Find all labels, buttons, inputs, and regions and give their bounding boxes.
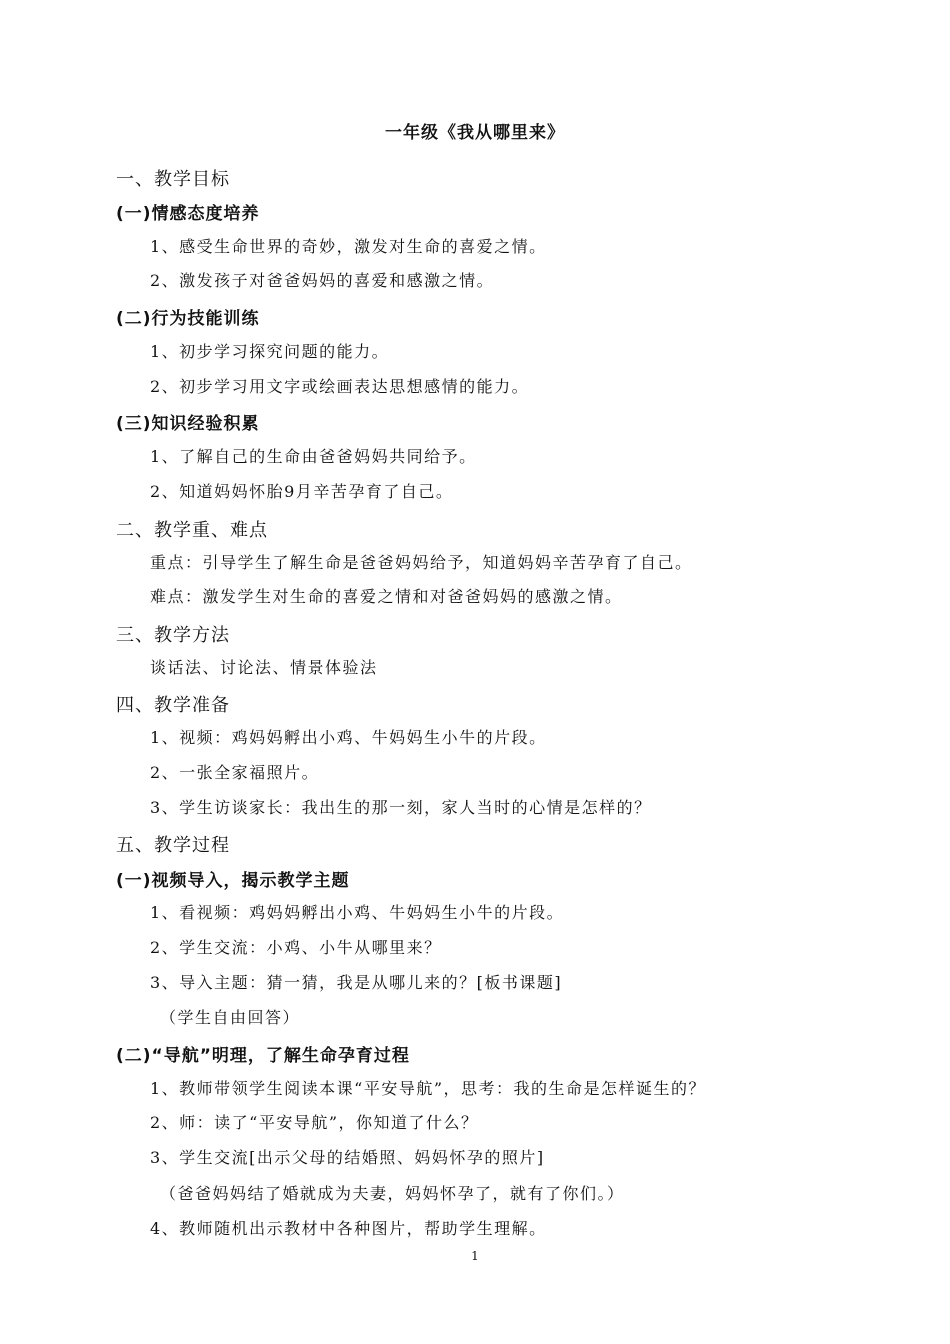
list-item: 1、看视频：鸡妈妈孵出小鸡、牛妈妈生小牛的片段。	[150, 903, 565, 922]
note-text: （学生自由回答）	[160, 1008, 301, 1027]
subsection-heading: (二)“导航”明理，了解生命孕育过程	[116, 1046, 410, 1066]
list-item: 2、一张全家福照片。	[150, 763, 320, 782]
list-item: 1、了解自己的生命由爸爸妈妈共同给予。	[150, 447, 477, 466]
subsection-heading: (三)知识经验积累	[116, 414, 260, 434]
subsection-heading: (二)行为技能训练	[116, 309, 260, 329]
section-heading: 二、教学重、难点	[116, 520, 268, 541]
list-item: 1、教师带领学生阅读本课“平安导航”，思考：我的生命是怎样诞生的？	[150, 1079, 707, 1098]
document-title: 一年级《我从哪里来》	[385, 123, 565, 143]
list-item: 谈话法、讨论法、情景体验法	[150, 658, 378, 677]
section-heading: 一、教学目标	[116, 169, 230, 190]
section-heading: 三、教学方法	[116, 625, 230, 646]
subsection-heading: (一)情感态度培养	[116, 204, 260, 224]
list-item: 2、知道妈妈怀胎9月辛苦孕育了自己。	[150, 482, 454, 501]
list-item: 1、初步学习探究问题的能力。	[150, 342, 390, 361]
list-item: 3、学生访谈家长：我出生的那一刻，家人当时的心情是怎样的？	[150, 798, 652, 817]
note-text: （爸爸妈妈结了婚就成为夫妻，妈妈怀孕了，就有了你们。）	[160, 1184, 625, 1203]
list-item: 难点：激发学生对生命的喜爱之情和对爸爸妈妈的感激之情。	[150, 587, 623, 606]
list-item: 4、教师随机出示教材中各种图片，帮助学生理解。	[150, 1219, 547, 1238]
list-item: 1、感受生命世界的奇妙，激发对生命的喜爱之情。	[150, 237, 547, 256]
list-item: 3、导入主题：猜一猜，我是从哪儿来的？[板书课题]	[150, 973, 563, 992]
list-item: 2、初步学习用文字或绘画表达思想感情的能力。	[150, 377, 530, 396]
list-item: 2、师：读了“平安导航”，你知道了什么？	[150, 1113, 479, 1132]
list-item: 2、学生交流：小鸡、小牛从哪里来？	[150, 938, 442, 957]
list-item: 3、学生交流[出示父母的结婚照、妈妈怀孕的照片]	[150, 1148, 545, 1167]
page-number: 1	[471, 1249, 479, 1263]
list-item: 2、激发孩子对爸爸妈妈的喜爱和感激之情。	[150, 271, 495, 290]
list-item: 1、视频：鸡妈妈孵出小鸡、牛妈妈生小牛的片段。	[150, 728, 547, 747]
subsection-heading: (一)视频导入，揭示教学主题	[116, 871, 350, 891]
list-item: 重点：引导学生了解生命是爸爸妈妈给予，知道妈妈辛苦孕育了自己。	[150, 553, 693, 572]
section-heading: 五、教学过程	[116, 835, 230, 856]
section-heading: 四、教学准备	[116, 695, 230, 716]
